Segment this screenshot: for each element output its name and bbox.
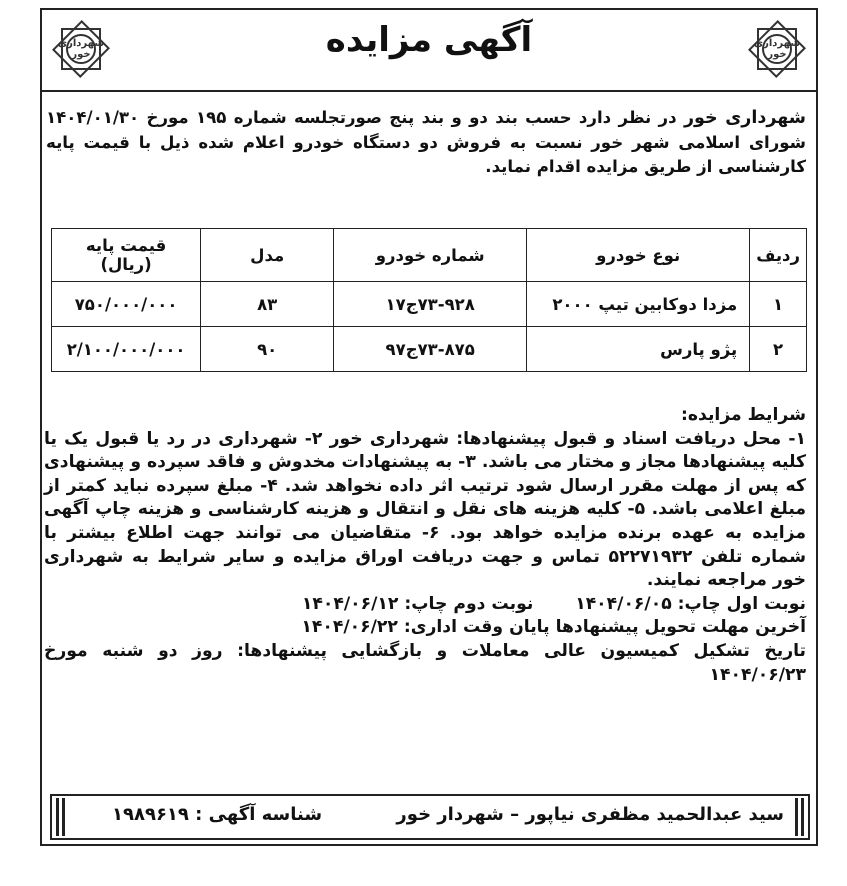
header-model: مدل xyxy=(201,229,334,282)
commission-date: تاریخ تشکیل کمیسیون عالی معاملات و بازگشایی پیشنهادها: روز دو شنبه مورخ ۱۴۰۴/۰۶/۲۳ xyxy=(44,640,806,685)
cell-plate-number: ۷۳-۹۲۸ج۱۷ xyxy=(334,282,527,327)
cell-base-price: ۷۵۰/۰۰۰/۰۰۰ xyxy=(52,282,201,327)
municipality-logo-icon xyxy=(50,16,112,82)
logo-text: شهرداری خور xyxy=(753,38,801,60)
footer-divider xyxy=(801,798,804,836)
footer-divider xyxy=(62,798,65,836)
notice-id: شناسه آگهی : ۱۹۸۹۶۱۹ xyxy=(112,804,323,825)
cell-vehicle-type: پژو پارس xyxy=(527,327,750,372)
mayor-signature: سید عبدالحمید مظفری نیاپور – شهردار خور xyxy=(396,804,784,825)
intro-lead: شهرداری خور xyxy=(683,108,806,128)
footer-divider xyxy=(56,798,59,836)
vehicles-table xyxy=(51,228,807,372)
cell-plate-number: ۷۳-۸۷۵ج۹۷ xyxy=(334,327,527,372)
submission-deadline: آخرین مهلت تحویل پیشنهادها پایان وقت اداری: ۱۴۰۴/۰۶/۲۲ xyxy=(301,617,806,638)
header-base-price: قیمت پایه (ریال) xyxy=(52,229,201,282)
print-dates xyxy=(44,593,806,617)
table-row xyxy=(52,282,807,327)
logo-text: شهرداری خور xyxy=(57,38,105,60)
cell-base-price: ۲/۱۰۰/۰۰۰/۰۰۰ xyxy=(52,327,201,372)
cell-row-number: ۲ xyxy=(750,327,807,372)
cell-model: ۸۳ xyxy=(201,282,334,327)
first-print-date: نوبت اول چاپ: ۱۴۰۴/۰۶/۰۵ xyxy=(575,593,806,614)
conditions-body: ۱- محل دریافت اسناد و قبول پیشنهادها: شهرداری خور ۲- شهرداری در رد یا قبول یک یا کلیه پیشنهادها مجاز و مختار می باشد. ۳- به پیشنهادات مخدوش و فاقد سپرده و پیشنهادی که پس از مهلت مقرر ارسال شود ترتیب اثر داده نخواهد شد. ۴- مبلغ سپرده نباید کمتر از مبلغ اعلامی باشد. ۵- کلیه هزینه های نقل و انتقال و هزینه کارشناسی و هزینه چاپ آگهی مزایده به عهده برنده مزایده خواهد بود. ۶- متقاضیان می توانند جهت اطلاع بیشتر با شماره تلفن ۵۲۲۷۱۹۳۲ تماس و جهت دریافت اوراق مزایده و سایر شرایط به شهرداری خور مراجعه نمایند. xyxy=(44,428,806,591)
cell-model: ۹۰ xyxy=(201,327,334,372)
header-plate-number: شماره خودرو xyxy=(334,229,527,282)
cell-row-number: ۱ xyxy=(750,282,807,327)
conditions-heading: شرایط مزایده: xyxy=(681,405,806,425)
second-print-date: نوبت دوم چاپ: ۱۴۰۴/۰۶/۱۲ xyxy=(301,593,534,614)
intro-text: در نظر دارد حسب بند دو و بند پنج صورتجلسه شماره ۱۹۵ مورخ ۱۴۰۴/۰۱/۳۰ شورای اسلامی شهر خور نسبت به فروش دو دستگاه خودرو اعلام شده ذیل با قیمت پایه کارشناسی از طریق مزایده اقدام نماید. xyxy=(46,108,806,176)
auction-notice xyxy=(40,8,818,846)
table-row xyxy=(52,327,807,372)
notice-footer xyxy=(50,794,810,840)
cell-vehicle-type: مزدا دوکابین تیپ ۲۰۰۰ xyxy=(527,282,750,327)
table-header-row xyxy=(52,229,807,282)
intro-paragraph xyxy=(46,106,806,180)
notice-header xyxy=(42,10,816,92)
notice-title: آگهی مزایده xyxy=(325,20,533,60)
header-vehicle-type: نوع خودرو xyxy=(527,229,750,282)
footer-divider xyxy=(795,798,798,836)
auction-conditions xyxy=(44,404,806,687)
header-row-number: ردیف xyxy=(750,229,807,282)
